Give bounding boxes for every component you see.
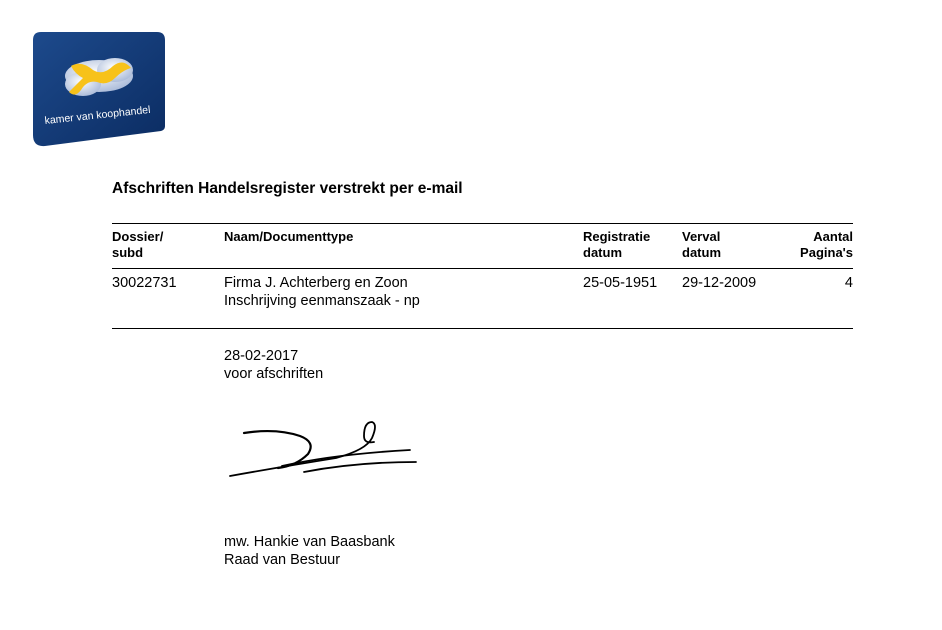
issue-date-block [224,347,323,383]
issue-date: 28-02-2017 [224,348,299,364]
header-verval: Verval datum [682,229,721,260]
header-paginas: Aantal Pagina's [800,229,853,260]
signer-name: mw. Hankie van Baasbank [224,534,395,550]
cell-paginas: 4 [844,275,853,291]
cell-verval: 29-12-2009 [682,275,757,291]
issue-note: voor afschriften [224,366,324,382]
cell-naam-documenttype: Inschrijving eenmanszaak - np [224,293,420,309]
signer-role: Raad van Bestuur [224,552,341,568]
table-top-rule [112,223,853,224]
page-title: Afschriften Handelsregister verstrekt per e-mail [112,180,463,197]
table-bottom-rule [112,328,853,329]
table-header-rule [112,268,853,269]
cell-naam-name: Firma J. Achterberg en Zoon [224,275,408,291]
signature [226,416,422,482]
cell-registratie: 25-05-1951 [583,275,658,291]
kvk-logo [31,30,167,148]
header-dossier: Dossier/ subd [112,229,164,260]
logo-text: kamer van koophandel [44,103,151,127]
cell-dossier: 30022731 [112,275,177,291]
header-registratie: Registratie datum [583,229,651,260]
header-naam: Naam/Documenttype [224,229,354,244]
signer-block [224,533,395,569]
cell-naam [224,274,420,310]
